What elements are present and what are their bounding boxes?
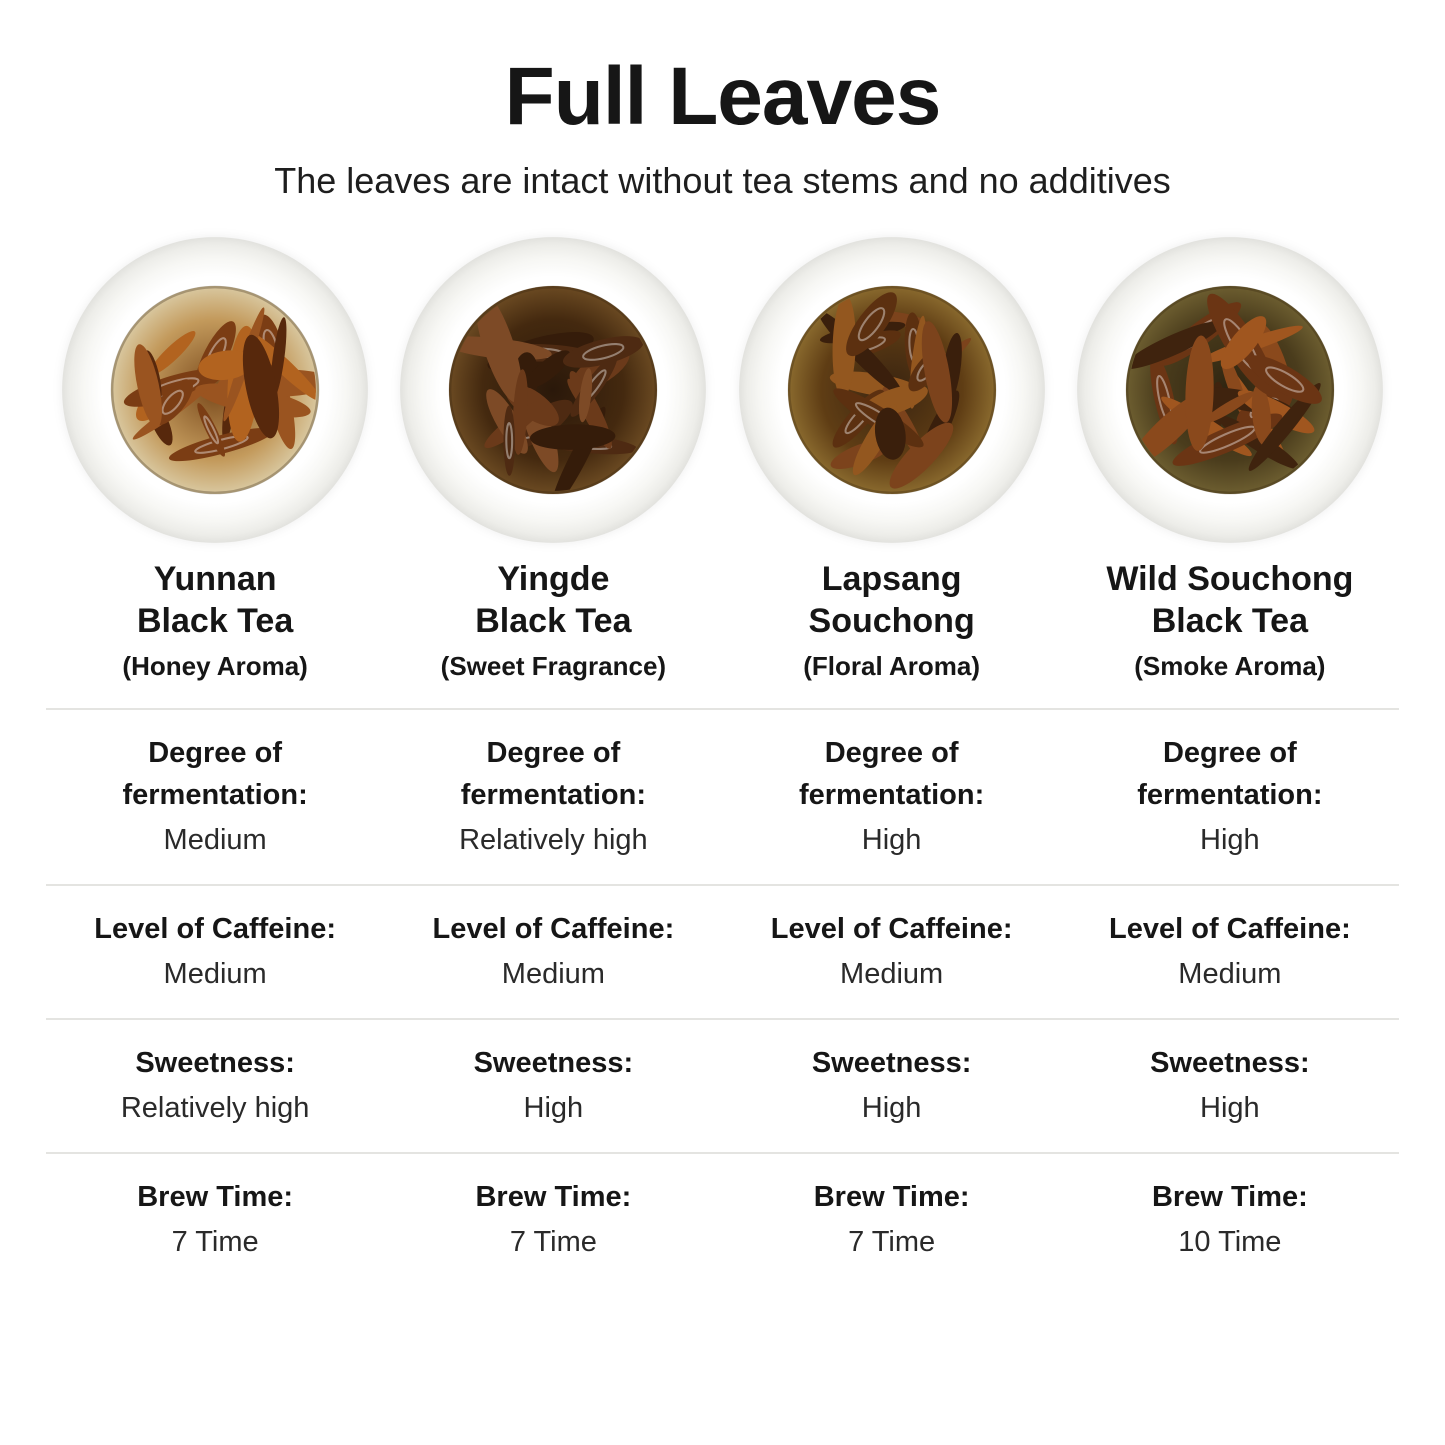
attribute-label: Brew Time:	[137, 1181, 294, 1213]
tea-name: Yingde Black Tea (Sweet Fragrance)	[384, 558, 722, 682]
attribute-label: Level of Caffeine:	[770, 913, 1013, 945]
attribute-label: Degree of fermentation:	[798, 737, 985, 811]
tea-name: Yunnan Black Tea (Honey Aroma)	[46, 558, 384, 682]
attribute-cell	[723, 1176, 1061, 1262]
attribute-value: 7 Time	[171, 1226, 259, 1258]
attribute-label: Degree of fermentation:	[460, 737, 647, 811]
attribute-cell	[723, 908, 1061, 994]
tea-name: Lapsang Souchong (Floral Aroma)	[723, 558, 1061, 682]
attribute-cell	[384, 1176, 722, 1262]
tea-cup-photo-yingde	[384, 234, 722, 546]
attribute-label: Degree of fermentation:	[1137, 737, 1323, 811]
tea-leaves-image	[736, 234, 1048, 546]
sweetness-row	[46, 1018, 1399, 1152]
tea-names-row	[46, 558, 1399, 682]
tea-cup-photo-yunnan	[46, 234, 384, 546]
attribute-cell	[1061, 732, 1399, 860]
fermentation-row	[46, 708, 1399, 884]
tea-cups-row	[46, 234, 1399, 546]
attribute-cell	[46, 1176, 384, 1262]
attribute-value: 7 Time	[848, 1226, 936, 1258]
attribute-cell	[384, 1042, 722, 1128]
attribute-cell	[46, 1042, 384, 1128]
attribute-value: High	[861, 824, 922, 856]
tea-cup-photo-lapsang	[723, 234, 1061, 546]
attribute-value: Relatively high	[120, 1092, 310, 1124]
attribute-value: Medium	[501, 958, 605, 990]
attribute-label: Level of Caffeine:	[94, 913, 336, 945]
attribute-value: 7 Time	[509, 1226, 597, 1258]
attribute-label: Degree of fermentation:	[122, 737, 308, 811]
attribute-label: Brew Time:	[813, 1181, 970, 1213]
attribute-value: Relatively high	[459, 824, 648, 856]
attribute-cell	[384, 908, 722, 994]
attribute-cell	[1061, 1042, 1399, 1128]
attribute-value: Medium	[163, 824, 267, 856]
attribute-value: Medium	[840, 958, 944, 990]
attribute-cell	[384, 732, 722, 860]
attribute-cell	[46, 732, 384, 860]
attribute-label: Sweetness:	[1150, 1047, 1310, 1079]
attribute-label: Level of Caffeine:	[1109, 913, 1351, 945]
page-title: Full Leaves	[504, 51, 941, 142]
attribute-label: Sweetness:	[135, 1047, 295, 1079]
attribute-label: Brew Time:	[475, 1181, 632, 1213]
attribute-cell	[1061, 908, 1399, 994]
tea-aroma: (Honey Aroma)	[122, 651, 308, 681]
attribute-cell	[723, 1042, 1061, 1128]
attribute-value: High	[523, 1092, 584, 1124]
tea-aroma: (Smoke Aroma)	[1134, 651, 1326, 681]
tea-leaves-image	[397, 234, 709, 546]
attribute-value: High	[1200, 824, 1260, 856]
attribute-label: Brew Time:	[1151, 1181, 1308, 1213]
tea-cup-photo-wild-souchong	[1061, 234, 1399, 546]
attribute-value: 10 Time	[1178, 1226, 1282, 1258]
tea-name: Wild Souchong Black Tea (Smoke Aroma)	[1061, 558, 1399, 682]
attribute-label: Level of Caffeine:	[432, 913, 675, 945]
tea-aroma: (Floral Aroma)	[803, 651, 980, 681]
subtitle: The leaves are intact without tea stems and no additives	[274, 160, 1171, 201]
attribute-cell	[1061, 1176, 1399, 1262]
attribute-value: High	[861, 1092, 922, 1124]
tea-leaves-image	[59, 234, 371, 546]
attribute-cell	[723, 732, 1061, 860]
brew-time-row	[46, 1152, 1399, 1286]
caffeine-row	[46, 884, 1399, 1018]
tea-aroma: (Sweet Fragrance)	[440, 651, 667, 681]
attribute-cell	[46, 908, 384, 994]
attribute-value: High	[1200, 1092, 1260, 1124]
attribute-value: Medium	[1178, 958, 1282, 990]
attribute-label: Sweetness:	[473, 1047, 634, 1079]
attribute-label: Sweetness:	[811, 1047, 972, 1079]
attribute-value: Medium	[163, 958, 267, 990]
tea-leaves-image	[1074, 234, 1386, 546]
